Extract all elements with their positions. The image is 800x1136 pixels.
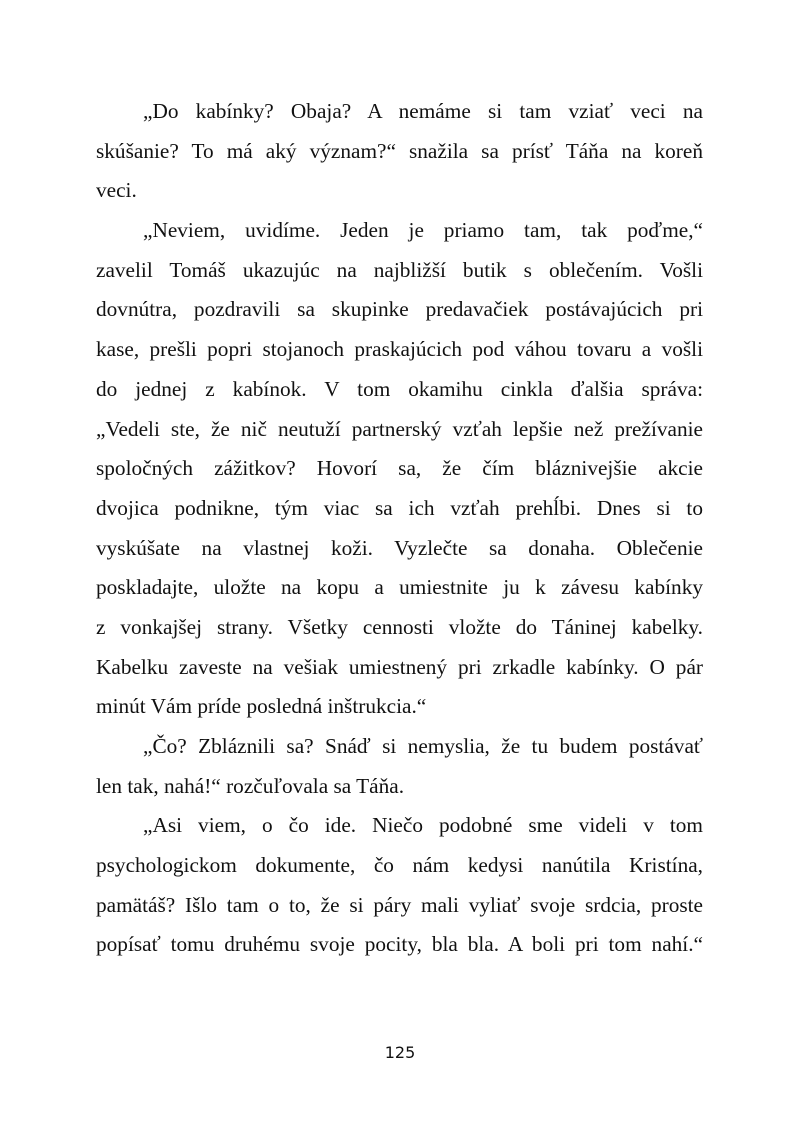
text-line: zavelil Tomáš ukazujúc na najbližší butik s oblečením. Vošli (96, 257, 703, 282)
body-text (96, 92, 703, 965)
text-line: veci. (96, 178, 137, 203)
text-line: „Neviem, uvidíme. Jeden je priamo tam, tak poďme,“ (143, 218, 703, 243)
text-line: skúšanie? To má aký význam?“ snažila sa prísť Táňa na koreň (96, 138, 703, 163)
page-number: 125 (384, 1043, 416, 1062)
text-line: dovnútra, pozdravili sa skupinke predavačiek postávajúcich pri (96, 297, 703, 322)
text-line: spoločných zážitkov? Hovorí sa, že čím bláznivejšie akcie (96, 456, 703, 481)
text-line: Kabelku zaveste na vešiak umiestnený pri zrkadle kabínky. O pár (96, 654, 703, 679)
text-line: minút Vám príde posledná inštrukcia.“ (96, 694, 427, 719)
text-line: z vonkajšej strany. Všetky cennosti vložte do Táninej kabelky. (96, 614, 703, 639)
text-line: vyskúšate na vlastnej koži. Vyzlečte sa donaha. Oblečenie (96, 535, 703, 560)
text-line: „Do kabínky? Obaja? A nemáme si tam vziať veci na (143, 99, 703, 123)
text-line: pamätáš? Išlo tam o to, že si páry mali vyliať svoje srdcia, proste (96, 892, 703, 917)
text-line: popísať tomu druhému svoje pocity, bla bla. A boli pri tom nahí.“ (96, 932, 703, 957)
text-line: len tak, nahá!“ rozčuľovala sa Táňa. (96, 773, 405, 798)
text-line: dvojica podnikne, tým viac sa ich vzťah prehĺbi. Dnes si to (96, 495, 703, 520)
text-line: „Vedeli ste, že nič neutuží partnerský vzťah lepšie než prežívanie (96, 416, 703, 441)
text-line: do jednej z kabínok. V tom okamihu cinkla ďalšia správa: (96, 376, 703, 401)
text-line: „Asi viem, o čo ide. Niečo podobné sme videli v tom (143, 813, 703, 838)
text-line: „Čo? Zbláznili sa? Snáď si nemyslia, že tu budem postávať (143, 734, 703, 758)
text-line: poskladajte, uložte na kopu a umiestnite ju k závesu kabínky (96, 575, 703, 600)
text-line: psychologickom dokumente, čo nám kedysi nanútila Kristína, (96, 853, 703, 878)
text-line: kase, prešli popri stojanoch praskajúcich pod váhou tovaru a vošli (96, 337, 703, 362)
